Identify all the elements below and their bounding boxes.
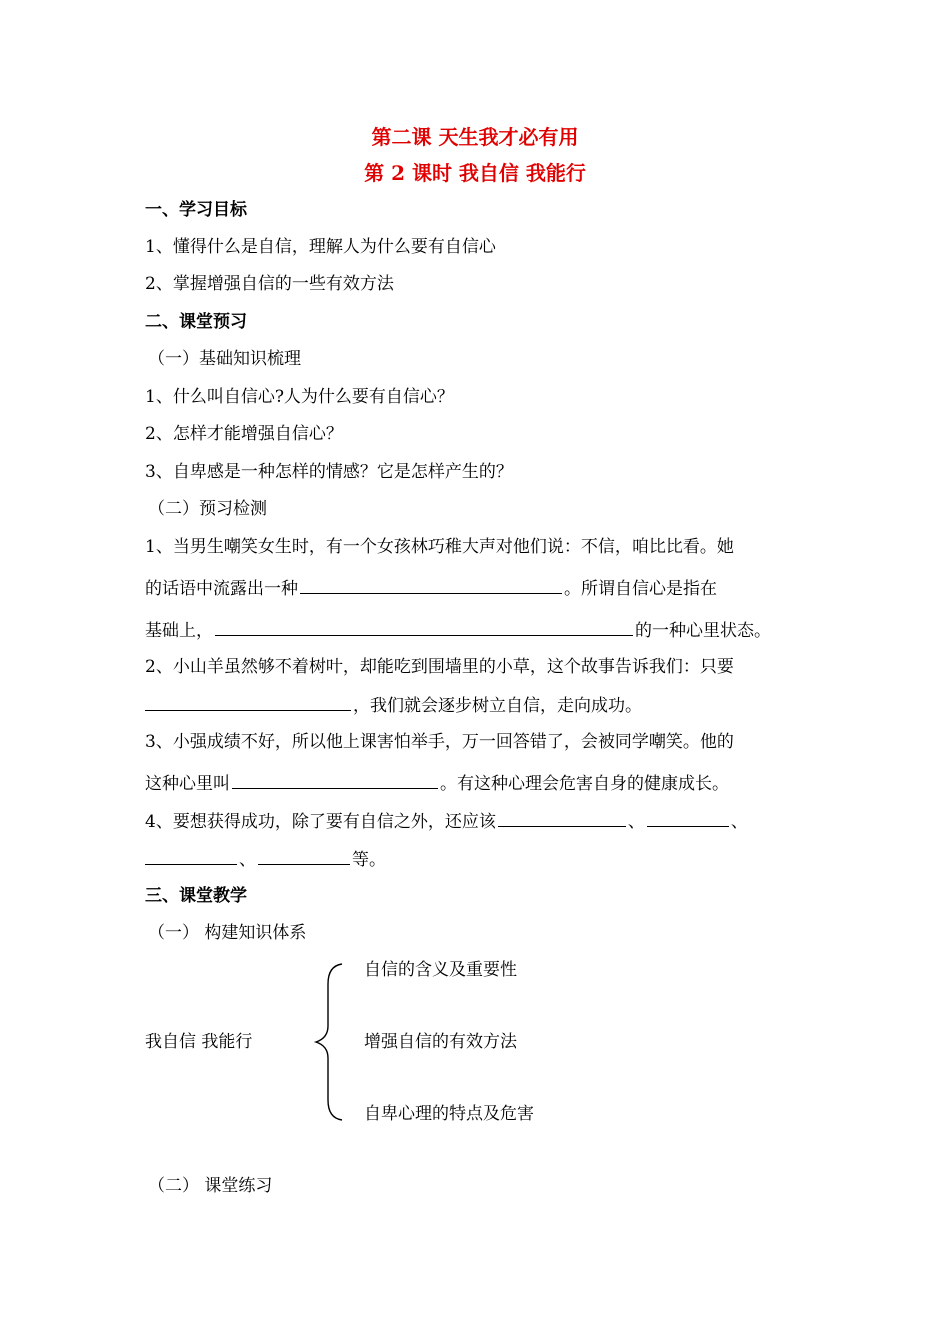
subsection-heading-basics: （一）基础知识梳理 [148, 349, 301, 369]
brace-icon [310, 962, 350, 1122]
document-subtitle: 第 2 课时 我自信 我能行 [364, 161, 586, 185]
check-question-2-line1: 2、小山羊虽然够不着树叶，却能吃到围墙里的小草，这个故事告诉我们：只要 [145, 657, 734, 677]
subsection-heading-practice: （二） 课堂练习 [148, 1176, 273, 1196]
diagram-branch: 自卑心理的特点及危害 [364, 1104, 534, 1124]
diagram-branch: 增强自信的有效方法 [364, 1032, 517, 1052]
subsection-heading-check: （二）预习检测 [148, 499, 267, 519]
q1-text-a: 的话语中流露出一种 [145, 579, 298, 599]
goal-item: 1、懂得什么是自信，理解人为什么要有自信心 [145, 237, 496, 257]
document-title: 第二课 天生我才必有用 [371, 125, 579, 149]
q4-sep: 、 [627, 812, 645, 832]
diagram-root: 我自信 我能行 [145, 1032, 253, 1052]
subsection-heading-knowledge-system: （一） 构建知识体系 [148, 923, 307, 943]
diagram-branch: 自信的含义及重要性 [364, 960, 517, 980]
q2-text-b: ，我们就会逐步树立自信，走向成功。 [353, 696, 642, 716]
q4-text-end: 等。 [352, 850, 386, 870]
q4-blank-4[interactable] [258, 846, 350, 865]
q3-blank[interactable] [232, 770, 438, 789]
check-question-1-line1: 1、当男生嘲笑女生时，有一个女孩林巧稚大声对他们说：不信，咱比比看。她 [145, 537, 734, 557]
basics-question: 3、自卑感是一种怎样的情感？它是怎样产生的？ [145, 462, 513, 482]
check-question-3-line2 [145, 770, 805, 796]
q1-blank-1[interactable] [300, 575, 562, 594]
section-heading-preview: 二、课堂预习 [145, 312, 247, 332]
q1-text-b: 。所谓自信心是指在 [564, 579, 717, 599]
q3-text-b: 。有这种心理会危害自身的健康成长。 [440, 774, 729, 794]
check-question-3-line1: 3、小强成绩不好，所以他上课害怕举手，万一回答错了，会被同学嘲笑。他的 [145, 732, 734, 752]
q4-blank-3[interactable] [145, 846, 237, 865]
q4-blank-1[interactable] [498, 808, 626, 827]
q4-blank-2[interactable] [647, 808, 729, 827]
check-question-2-line2 [145, 692, 805, 718]
check-question-1-line3 [145, 617, 805, 643]
check-question-4-line2 [145, 846, 805, 872]
section-heading-goals: 一、学习目标 [145, 200, 247, 220]
q4-text-a: 4、要想获得成功，除了要有自信之外，还应该 [145, 812, 496, 832]
q4-sep: 、 [730, 812, 748, 832]
goal-item: 2、掌握增强自信的一些有效方法 [145, 274, 394, 294]
q1-blank-2[interactable] [215, 617, 633, 636]
q3-text-a: 这种心里叫 [145, 774, 230, 794]
q2-blank[interactable] [145, 692, 351, 711]
q1-text-c: 基础上， [145, 621, 213, 641]
check-question-1-line2 [145, 575, 805, 601]
q1-text-d: 的一种心里状态。 [635, 621, 771, 641]
basics-question: 1、什么叫自信心?人为什么要有自信心？ [145, 387, 454, 407]
basics-question: 2、怎样才能增强自信心？ [145, 424, 343, 444]
q4-sep: 、 [239, 850, 256, 870]
check-question-4-line1 [145, 808, 805, 834]
section-heading-teaching: 三、课堂教学 [145, 886, 247, 906]
